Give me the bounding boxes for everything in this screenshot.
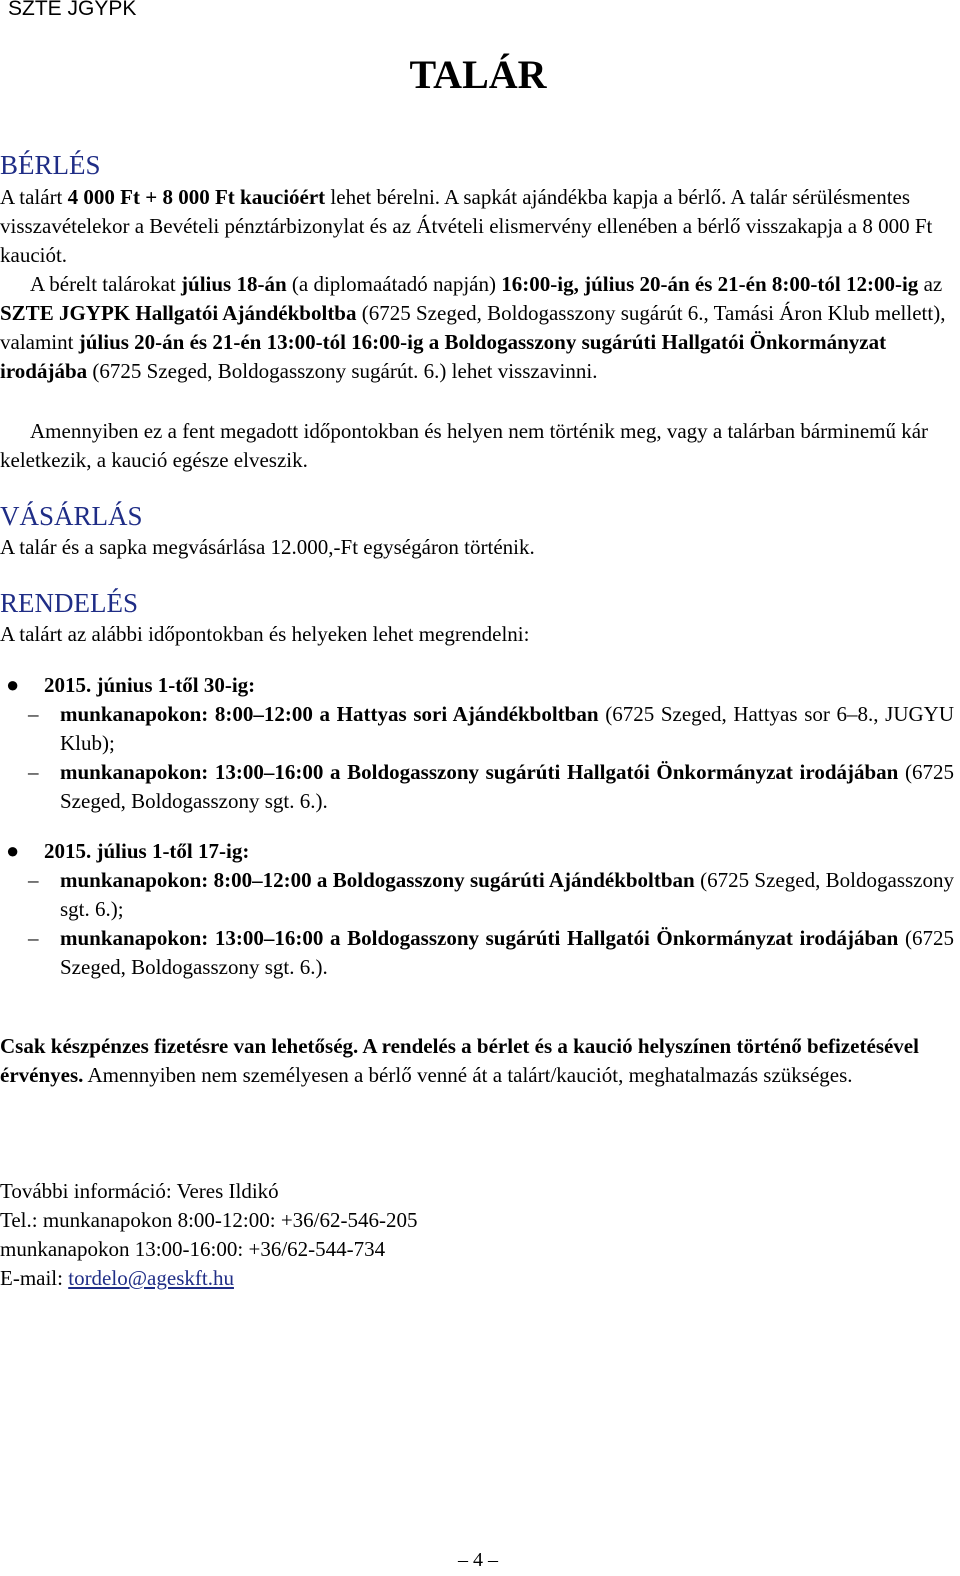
section-heading-rendeles: RENDELÉS: [0, 588, 138, 618]
bullet-icon: ●: [6, 838, 20, 863]
order-location-june-afternoon: munkanapokon: 13:00–16:00 a Boldogasszony sugárúti Hallgatói Önkormányzat irodájában (6725 Szeged, Boldogasszony sgt. 6.).: [60, 760, 954, 813]
payment-paragraph: Csak készpénzes fizetésre van lehetőség. A rendelés a bérlet és a kaució helyszínen történő befizetésével érvényes. Amennyiben nem személyesen a bérlő venné át a talárt/kauciót, meghatalmazás szükséges.: [0, 1034, 919, 1087]
order-intro-paragraph: A talárt az alábbi időpontokban és helyeken lehet megrendelni:: [0, 622, 530, 646]
dash-icon: –: [28, 926, 39, 950]
contact-info: További információ: Veres Ildikó: [0, 1179, 279, 1203]
document-title: TALÁR: [409, 52, 547, 97]
contact-phone-morning: Tel.: munkanapokon 8:00-12:00: +36/62-546-205: [0, 1208, 418, 1232]
rental-return-paragraph: A bérelt talárokat július 18-án (a diplomaátadó napján) 16:00-ig, július 20-án és 21-én 8:00-tól 12:00-ig az SZTE JGYPK Hallgatói Ajándékboltba (6725 Szeged, Boldogasszony sugárút 6., Tamási Áron Klub mellett), valamint július 20-án és 21-én 13:00-tól 16:00-ig a Boldogasszony sugárúti Hallgatói Önkormányzat irodájába (6725 Szeged, Boldogasszony sugárút. 6.) lehet visszavinni.: [0, 272, 946, 383]
email-label: E-mail:: [0, 1266, 69, 1290]
order-location-july-morning: munkanapokon: 8:00–12:00 a Boldogasszony sugárúti Ajándékboltban (6725 Szeged, Boldogasszony sgt. 6.);: [60, 868, 954, 921]
contact-phone-afternoon: munkanapokon 13:00-16:00: +36/62-544-734: [0, 1237, 386, 1261]
deposit-loss-paragraph: Amennyiben ez a fent megadott időpontokban és helyen nem történik meg, vagy a talárban bárminemű kár keletkezik, a kaució egésze elveszik.: [0, 419, 929, 472]
section-heading-vasarlas: VÁSÁRLÁS: [0, 501, 143, 531]
bullet-icon: ●: [6, 672, 20, 697]
order-period-july: 2015. július 1-től 17-ig:: [44, 839, 250, 863]
order-location-july-afternoon: munkanapokon: 13:00–16:00 a Boldogasszony sugárúti Hallgatói Önkormányzat irodájában (6725 Szeged, Boldogasszony sgt. 6.).: [60, 926, 954, 979]
order-location-june-morning: munkanapokon: 8:00–12:00 a Hattyas sori Ajándékboltban (6725 Szeged, Hattyas sor 6–8., JUGYU Klub);: [60, 702, 954, 755]
email-link[interactable]: tordelo@ageskft.hu: [68, 1266, 234, 1290]
rental-price-paragraph: A talárt 4 000 Ft + 8 000 Ft kaucióért lehet bérelni. A sapkát ajándékba kapja a bérlő. A talár sérülésmentes visszavételekor a Bevételi pénztárbizonylat és az Átvételi elismervény ellenében a bérlő visszakapja a 8 000 Ft kauciót.: [0, 185, 933, 267]
dash-icon: –: [28, 760, 39, 784]
purchase-paragraph: A talár és a sapka megvásárlása 12.000,-Ft egységáron történik.: [0, 535, 535, 559]
order-period-june: 2015. június 1-től 30-ig:: [44, 673, 256, 697]
section-heading-berles: BÉRLÉS: [0, 150, 101, 180]
dash-icon: –: [28, 702, 39, 726]
dash-icon: –: [28, 868, 39, 892]
contact-email-line: [0, 1264, 950, 1293]
page-number: – 4 –: [458, 1549, 498, 1571]
organization-name: SZTE JGYPK: [8, 0, 137, 20]
